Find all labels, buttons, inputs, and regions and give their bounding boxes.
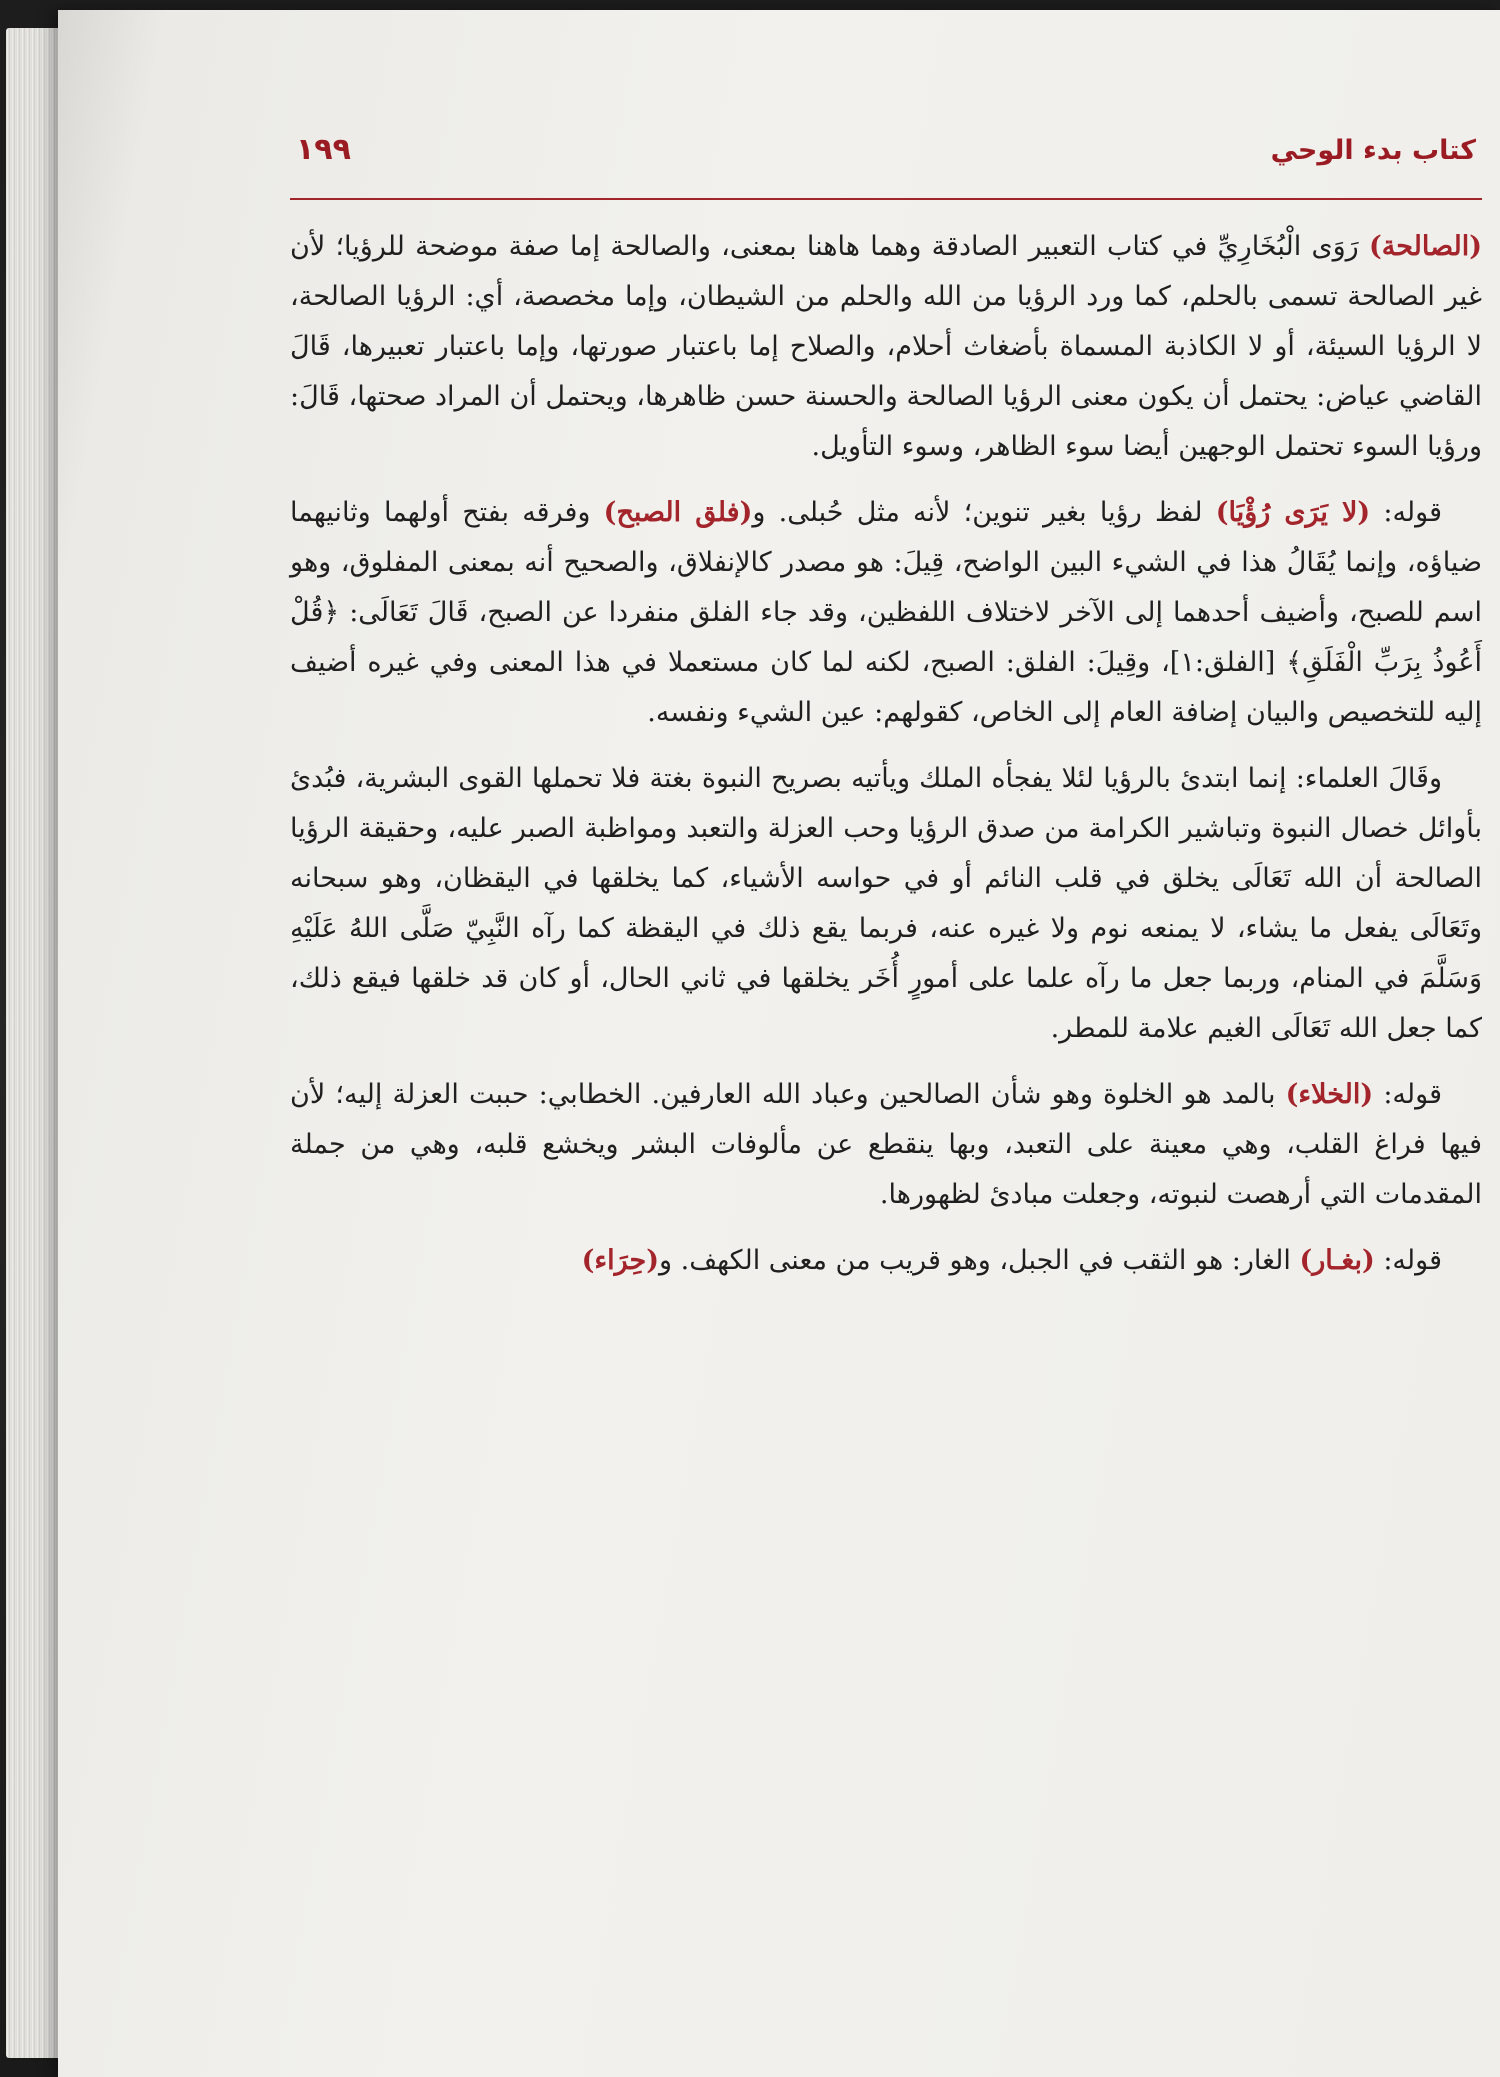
book-page [58,10,1500,2077]
highlighted-term: (فلق الصبح) [603,497,753,528]
paragraph-text: رَوَى الْبُخَارِيِّ في كتاب التعبير الصادقة وهما هاهنا بمعنى، والصالحة إما صفة موضحة للرؤيا؛ لأن غير الصالحة تسمى بالحلم، كما ورد الرؤيا من الله والحلم من الشيطان، وإما مخصصة، أي: الرؤيا الصالحة، لا الرؤيا السيئة، أو لا الكاذبة المسماة بأضغاث أحلام، والصلاح إما باعتبار صورتها، وإما باعتبار تعبيرها، قَالَ القاضي عياض: يحتمل أن يكون معنى الرؤيا الصالحة والحسنة حسن ظاهرها، ويحتمل أن المراد صحتها، قَالَ: ورؤيا السوء تحتمل الوجهين أيضا سوء الظاهر، وسوء التأويل. [290,231,1482,462]
highlighted-term: (لا يَرَى رُؤْيَا) [1215,497,1371,528]
paragraph [290,1236,1482,1286]
paragraph [290,754,1482,1054]
highlighted-term: (الخلاء) [1285,1079,1374,1110]
header-rule [290,198,1482,200]
paragraph-text: قوله: [1370,497,1443,528]
paragraph-text: الغار: هو الثقب في الجبل، وهو قريب من معنى الكهف. و [658,1245,1300,1276]
paragraph-text: لفظ رؤيا بغير تنوين؛ لأنه مثل حُبلى. و [752,497,1216,528]
paragraph-text: قوله: [1373,1079,1442,1110]
paragraph-text: قوله: [1374,1245,1442,1276]
page-header [290,132,1482,192]
paragraph-text: وفرقه بفتح أولهما وثانيهما ضياؤه، وإنما يُقَالُ هذا في الشيء البين الواضح، قِيلَ: هو مصدر كالإنفلاق، والصحيح أنه بمعنى المفلوق، وهو اسم للصبح، وأضيف أحدهما إلى الآخر لاختلاف اللفظين، وقد جاء الفلق منفردا عن الصبح، قَالَ تَعَالَى: ﴿قُلْ أَعُوذُ بِرَبِّ الْفَلَقِ﴾ [الفلق:١]، وقِيلَ: الفلق: الصبح، لكنه لما كان مستعملا في هذا المعنى وفي غيره أضيف إليه للتخصيص والبيان إضافة العام إلى الخاص، كقولهم: عين الشيء ونفسه. [290,497,1483,728]
paragraph [290,222,1482,472]
running-title: كتاب بدء الوحي [1270,135,1476,166]
page-number: ١٩٩ [296,132,351,167]
highlighted-term: (الصالحة) [1368,231,1482,262]
body-text [290,222,1482,1286]
paragraph-text: وقَالَ العلماء: إنما ابتدئ بالرؤيا لئلا يفجأه الملك ويأتيه بصريح النبوة بغتة فلا تحملها القوى البشرية، فبُدئ بأوائل خصال النبوة وتباشير الكرامة من صدق الرؤيا وحب العزلة والتعبد ومواظبة الصبر عليه، وحقيقة الرؤيا الصالحة أن الله تَعَالَى يخلق في قلب النائم أو في حواسه الأشياء، كما يخلقها في اليقظان، وهو سبحانه وتَعَالَى يفعل ما يشاء، لا يمنعه نوم ولا غيره عنه، فربما يقع ذلك في اليقظة كما رآه النَّبِيّ صَلَّى اللهُ عَلَيْهِ وَسَلَّمَ في المنام، وربما جعل ما رآه علما على أمورٍ أُخَر يخلقها في ثاني الحال، أو كان قد خلقها فيقع ذلك، كما جعل الله تَعَالَى الغيم علامة للمطر. [290,763,1482,1044]
highlighted-term: (بغـار) [1299,1245,1375,1276]
highlighted-term: (حِرَاء) [581,1245,659,1276]
paragraph [290,488,1482,738]
paragraph-text: بالمد هو الخلوة وهو شأن الصالحين وعباد الله العارفين. الخطابي: حببت العزلة إليه؛ لأن فيها فراغ القلب، وهي معينة على التعبد، وبها ينقطع عن مألوفات البشر ويخشع قلبه، وهي من جملة المقدمات التي أرهصت لنبوته، وجعلت مبادئ لظهورها. [290,1079,1482,1210]
paragraph [290,1070,1482,1220]
